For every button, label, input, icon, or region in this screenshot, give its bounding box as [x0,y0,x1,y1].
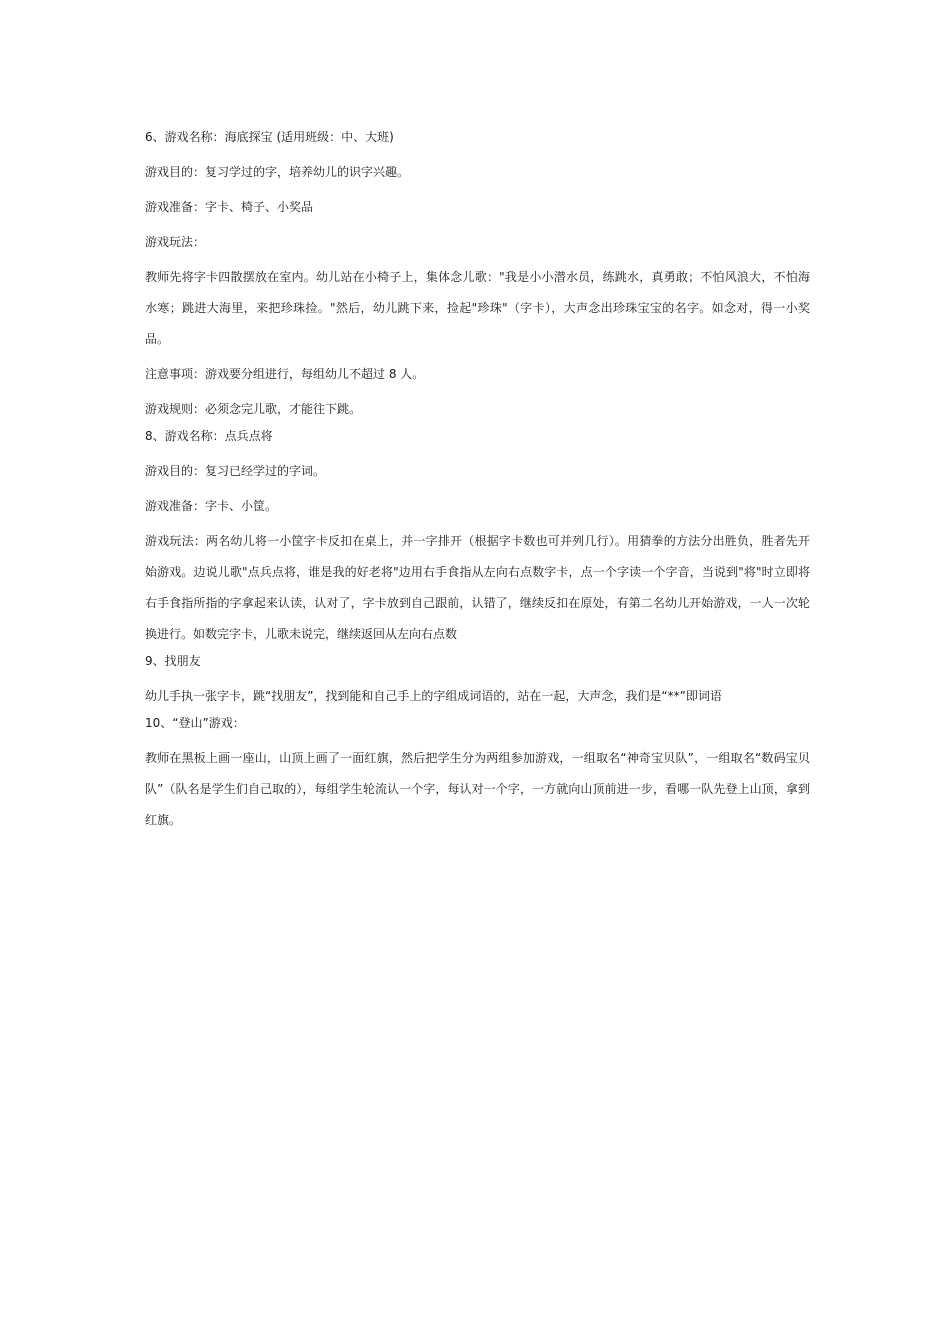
game10-title: 10、“登山”游戏： [145,716,245,730]
game8-preparation: 游戏准备：字卡、小筐。 [145,499,278,513]
game6-method-label: 游戏玩法： [145,235,206,249]
document-body [145,122,810,836]
game6-title: 6、游戏名称：海底探宝 (适用班级：中、大班) [145,130,394,144]
game9-text: 幼儿手执一张字卡，跳“找朋友”，找到能和自己手上的字组成词语的，站在一起，大声念，我们是“**”即词语 [145,689,722,703]
game6-notes: 注意事项：游戏要分组进行，每组幼儿不超过 8 人。 [145,367,425,381]
game10-text: 教师在黑板上画一座山，山顶上画了一面红旗，然后把学生分为两组参加游戏，一组取名“神奇宝贝队”，一组取名“数码宝贝队”（队名是学生们自己取的），每组学生轮流认一个字，每认对一个字，一方就向山顶前进一步，看哪一队先登上山顶，拿到红旗。 [145,751,810,827]
game8-purpose: 游戏目的：复习已经学过的字词。 [145,464,326,478]
game6-purpose: 游戏目的：复习学过的字，培养幼儿的识字兴趣。 [145,165,410,179]
game8-method-text: 游戏玩法：两名幼儿将一小筐字卡反扣在桌上，并一字排开（根据字卡数也可并列几行）。用猜拳的方法分出胜负，胜者先开始游戏。边说儿歌"点兵点将，谁是我的好老将"边用右手食指从左向右点数字卡，点一个字读一个字音，当说到"将"时立即将右手食指所指的字拿起来认读，认对了，字卡放到自己跟前，认错了，继续反扣在原处，有第二名幼儿开始游戏，一人一次轮换进行。如数完字卡，儿歌未说完，继续返回从左向右点数 [145,534,810,641]
game8-title: 8、游戏名称：点兵点将 [145,429,273,443]
game9-title: 9、找朋友 [145,654,201,668]
game6-rules: 游戏规则：必须念完儿歌，才能往下跳。 [145,402,362,416]
game6-method-text: 教师先将字卡四散摆放在室内。幼儿站在小椅子上，集体念儿歌："我是小小潜水员，练跳水，真勇敢；不怕风浪大，不怕海水寒；跳进大海里，来把珍珠捡。"然后，幼儿跳下来，捡起"珍珠"（字卡），大声念出珍珠宝宝的名字。如念对，得一小奖品。 [145,270,810,346]
game6-preparation: 游戏准备：字卡、椅子、小奖品 [145,200,314,214]
